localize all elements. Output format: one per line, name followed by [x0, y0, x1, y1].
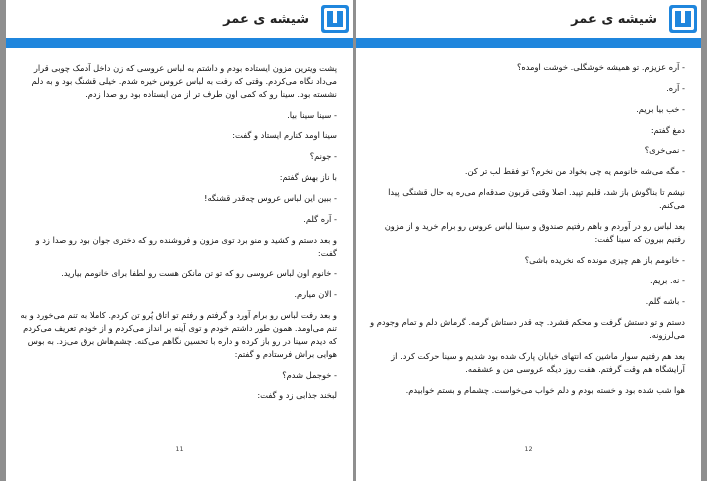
paragraph: - سینا سینا بیا.: [287, 109, 337, 120]
page-text: [6, 48, 353, 402]
page-header: [356, 0, 701, 38]
paragraph: دمغ گفتم:: [650, 124, 685, 135]
book-logo-icon: [669, 5, 697, 33]
paragraph: دستم و تو دستش گرفت و محکم فشرد. چه قدر دستاش گرمه. گرماش دلم و تمام وجودم و می‌لرزونه.: [370, 317, 685, 341]
paragraph: نیشم تا بناگوش باز شد، قلبم تپید. اصلا وقتی قربون صدقه‌ام می‌ره یه حال قشنگی پیدا می‌کنم.: [388, 187, 685, 211]
paragraph: سینا اومد کنارم ایستاد و گفت:: [232, 130, 337, 141]
paragraph: - خانوم اون لباس عروسی رو که تو تن مانکن هست رو لطفا برای خانومم بیارید.: [61, 268, 337, 279]
paragraph: - خانومم باز هم چیزی مونده که نخریده باشی؟: [524, 254, 685, 265]
paragraph: - آره گلم.: [303, 213, 337, 224]
paragraph: - مگه می‌شه خانومم یه چی بخواد من نخرم؟ تو فقط لب تر کن.: [464, 166, 685, 177]
book-title: شیشه ی عمر: [571, 11, 657, 27]
page-number: 11: [175, 445, 184, 453]
paragraph: - خوجمل شدم؟: [282, 369, 337, 380]
page-number: 12: [524, 445, 533, 453]
paragraph: - نه. بریم.: [649, 275, 685, 286]
paragraph: - نمی‌خری؟: [644, 145, 685, 156]
paragraph: - ببین این لباس عروس چه‌قدر قشنگه!: [204, 193, 337, 204]
paragraph: بعد لباس رو در آوردم و باهم رفتیم صندوق و سینا لباس عروس رو برام خرید و از مزون رفتیم بیرون که سینا گفت:: [384, 220, 685, 244]
paragraph: - آره.: [666, 82, 685, 93]
paragraph: - آره عزیزم. تو همیشه خوشگلی. خوشت اومده؟: [516, 62, 685, 72]
page-right: [356, 0, 701, 481]
book-logo-icon: [321, 5, 349, 33]
paragraph: پشت ویترین مزون ایستاده بودم و داشتم به لباس عروسی که زن داخل آدمک چوبی قرار می‌داد نگاه می‌کردم. وقتی که رفت به لباس عروس خیره شدم. خیلی قشنگ بود و به دلم نشسته بود. سینا رو که کمی اون طرف تر از من ایستاده بود رو صدا زدم.: [31, 63, 337, 99]
paragraph: بعد هم رفتیم سوار ماشین که انتهای خیابان پارک شده بود شدیم و سینا حرکت کرد. از آرایشگاه هم وقت گرفتم. هفت روز دیگه عروسی من و عشقمه.: [391, 350, 685, 374]
paragraph: - جونم؟: [309, 151, 337, 162]
page-header: [6, 0, 353, 38]
paragraph: و بعد رفت لباس رو برام آورد و گرفتم و رفتم تو اتاق پُرو تن کردم. کاملا به تنم می‌خورد و به تنم می‌اومد. همون طور داشتم خودم و توی آینه بر انداز می‌کردم و از خودم تعریف می‌کردم که دیدم سینا در رو باز کرده و داره با تحسین نگاهم می‌کنه. چشم‌هاش برق می‌زد. به بوس هوایی براش فرستادم و گفتم:: [20, 310, 337, 359]
paragraph: با ناز بهش گفتم:: [279, 172, 337, 183]
header-accent-bar: [6, 38, 353, 48]
paragraph: لبخند جذابی زد و گفت:: [257, 390, 337, 401]
paragraph: هوا شب شده بود و خسته بودم و دلم خواب می‌خواست. چشمام و بستم خوابیدم.: [405, 384, 685, 395]
page-left: [6, 0, 353, 481]
paragraph: - باشه گلم.: [645, 296, 685, 307]
header-accent-bar: [356, 38, 701, 48]
paragraph: و بعد دستم و کشید و منو برد توی مزون و فروشنده رو که دختری جوان بود رو صدا زد و گفت:: [35, 234, 337, 258]
paragraph: - خب بیا بریم.: [636, 103, 685, 114]
paragraph: - الان میارم.: [294, 289, 337, 300]
page-text: [356, 48, 701, 396]
book-title: شیشه ی عمر: [223, 11, 309, 27]
